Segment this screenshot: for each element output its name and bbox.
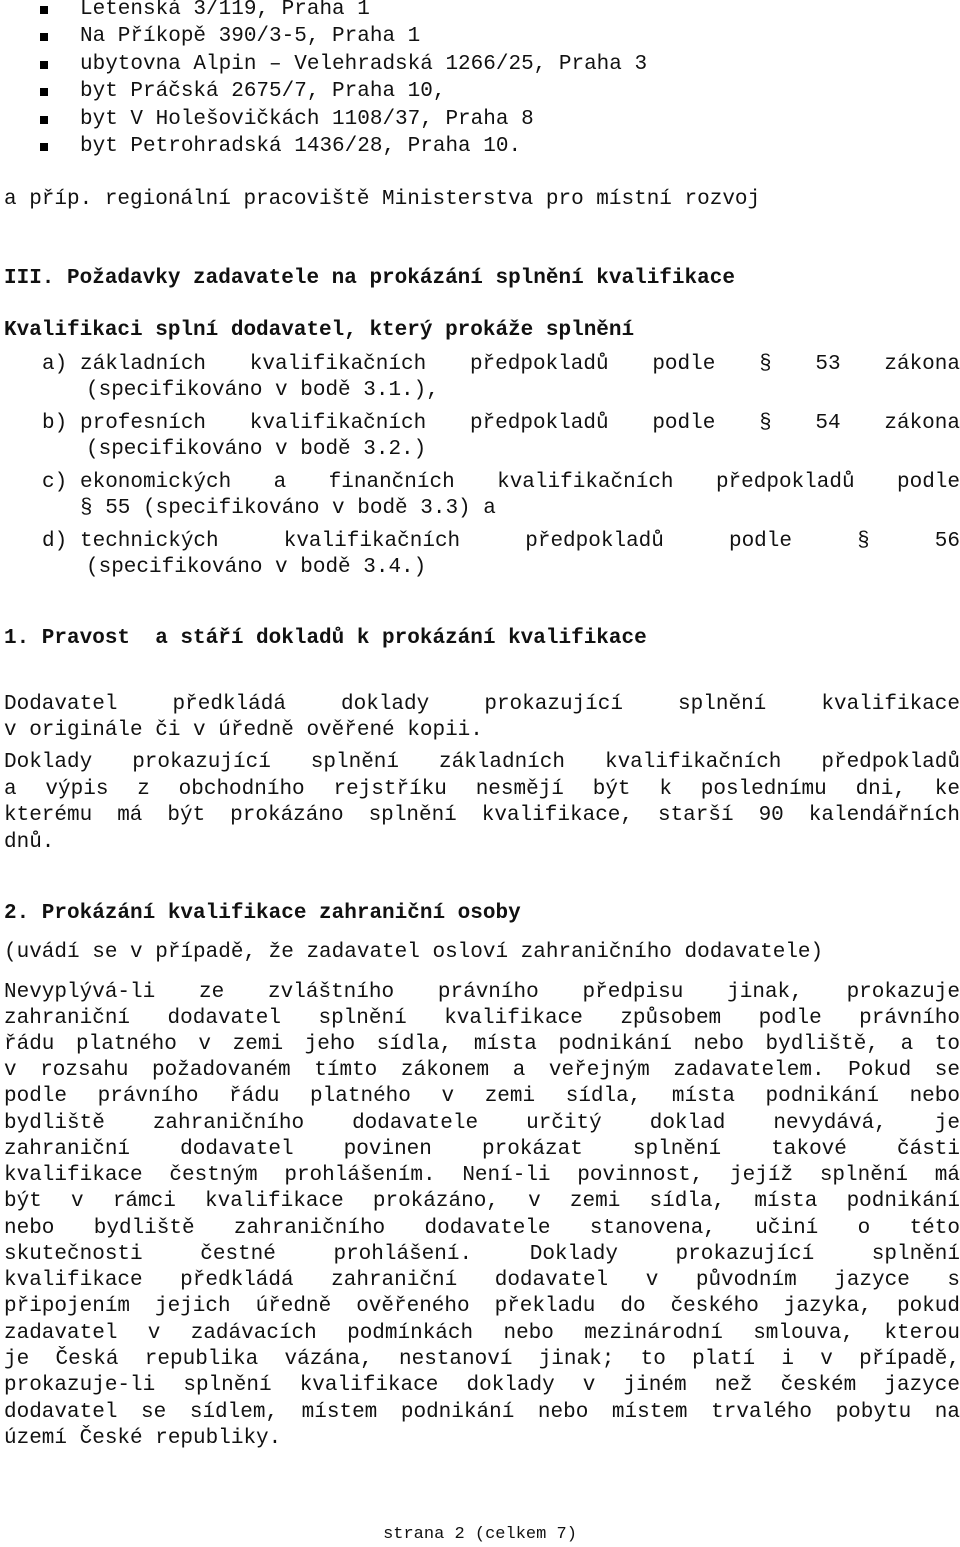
- paragraph-line: v rozsahu požadovaném tímto zákonem a veřejným zadavatelem. Pokud se: [4, 1059, 960, 1082]
- address-item: ubytovna Alpin – Velehradská 1266/25, Praha 3: [80, 53, 648, 76]
- paragraph-line: Nevyplývá-li ze zvláštního právního předpisu jinak, prokazuje: [4, 981, 960, 1004]
- list-item-text: (specifikováno v bodě 3.4.): [86, 556, 427, 579]
- section-heading: III. Požadavky zadavatele na prokázání splnění kvalifikace: [4, 267, 735, 290]
- address-item: byt Práčská 2675/7, Praha 10,: [80, 80, 446, 103]
- regional-note: a příp. regionální pracoviště Ministerstva pro místní rozvoj: [4, 188, 761, 211]
- list-item-text: profesních kvalifikačních předpokladů podle § 54 zákona: [80, 412, 960, 435]
- page-footer: strana 2 (celkem 7): [383, 1525, 577, 1544]
- paragraph-line: a výpis z obchodního rejstříku nesmějí být k poslednímu dni, ke: [4, 778, 960, 801]
- paragraph-line: zahraniční dodavatel splnění kvalifikace způsobem podle právního: [4, 1007, 960, 1030]
- paragraph-line: nebo bydliště zahraničního dodavatele stanovena, učiní o této: [4, 1217, 960, 1240]
- bullet-icon: [40, 33, 48, 41]
- paragraph-line: zadavatel v zadávacích podmínkách nebo mezinárodní smlouva, kterou: [4, 1322, 960, 1345]
- bullet-icon: [40, 143, 48, 151]
- paragraph-line: prokazuje-li splnění kvalifikace doklady v jiném než českém jazyce: [4, 1374, 960, 1397]
- paragraph-line: v originále či v úředně ověřené kopii.: [4, 719, 483, 742]
- subsection-heading: 1. Pravost a stáří dokladů k prokázání kvalifikace: [4, 627, 647, 650]
- section-intro: Kvalifikaci splní dodavatel, který prokáže splnění: [4, 319, 635, 342]
- list-item-text: základních kvalifikačních předpokladů podle § 53 zákona: [80, 353, 960, 376]
- address-item: Letenská 3/119, Praha 1: [80, 0, 370, 21]
- bullet-icon: [40, 116, 48, 124]
- address-item: byt V Holešovičkách 1108/37, Praha 8: [80, 108, 534, 131]
- paragraph-line: území České republiky.: [4, 1427, 282, 1450]
- paragraph-line: kvalifikace čestným prohlášením. Není-li povinnost, jejíž splnění má: [4, 1164, 960, 1187]
- paragraph-line: bydliště zahraničního dodavatele určitý doklad nevydává, je: [4, 1112, 960, 1135]
- paragraph-line: být v rámci kvalifikace prokázáno, v zemi sídla, místa podnikání: [4, 1190, 960, 1213]
- paragraph-line: Doklady prokazující splnění základních kvalifikačních předpokladů: [4, 751, 960, 774]
- paragraph-line: kvalifikace předkládá zahraniční dodavatel v původním jazyce s: [4, 1269, 960, 1292]
- subsection-heading: 2. Prokázání kvalifikace zahraniční osoby: [4, 902, 521, 925]
- list-item-letter: b): [42, 412, 68, 435]
- paragraph-line: je Česká republika vázána, nestanoví jinak; to platí i v případě,: [4, 1348, 960, 1371]
- list-item-letter: c): [42, 471, 68, 494]
- list-item-text: § 55 (specifikováno v bodě 3.3) a: [80, 497, 496, 520]
- subsection-note: (uvádí se v případě, že zadavatel osloví zahraničního dodavatele): [4, 941, 824, 964]
- paragraph-line: kterému má být prokázáno splnění kvalifikace, starší 90 kalendářních: [4, 804, 960, 827]
- list-item-letter: d): [42, 530, 68, 553]
- paragraph-line: Dodavatel předkládá doklady prokazující splnění kvalifikace: [4, 693, 960, 716]
- paragraph-line: skutečnosti čestné prohlášení. Doklady prokazující splnění: [4, 1243, 960, 1266]
- list-item-letter: a): [42, 353, 68, 376]
- bullet-icon: [40, 88, 48, 96]
- list-item-text: technických kvalifikačních předpokladů podle § 56: [80, 530, 960, 553]
- paragraph-line: podle právního řádu platného v zemi sídla, místa podnikání nebo: [4, 1085, 960, 1108]
- bullet-icon: [40, 6, 48, 14]
- paragraph-line: dnů.: [4, 831, 55, 854]
- list-item-text: ekonomických a finančních kvalifikačních předpokladů podle: [80, 471, 960, 494]
- paragraph-line: připojením jejich úředně ověřeného překladu do českého jazyka, pokud: [4, 1295, 960, 1318]
- paragraph-line: dodavatel se sídlem, místem podnikání nebo místem trvalého pobytu na: [4, 1401, 960, 1424]
- bullet-icon: [40, 61, 48, 69]
- paragraph-line: zahraniční dodavatel povinen prokázat splnění takové části: [4, 1138, 960, 1161]
- address-item: Na Příkopě 390/3-5, Praha 1: [80, 25, 421, 48]
- list-item-text: (specifikováno v bodě 3.1.),: [86, 379, 439, 402]
- address-item: byt Petrohradská 1436/28, Praha 10.: [80, 135, 522, 158]
- list-item-text: (specifikováno v bodě 3.2.): [86, 438, 427, 461]
- paragraph-line: řádu platného v zemi jeho sídla, místa podnikání nebo bydliště, a to: [4, 1033, 960, 1056]
